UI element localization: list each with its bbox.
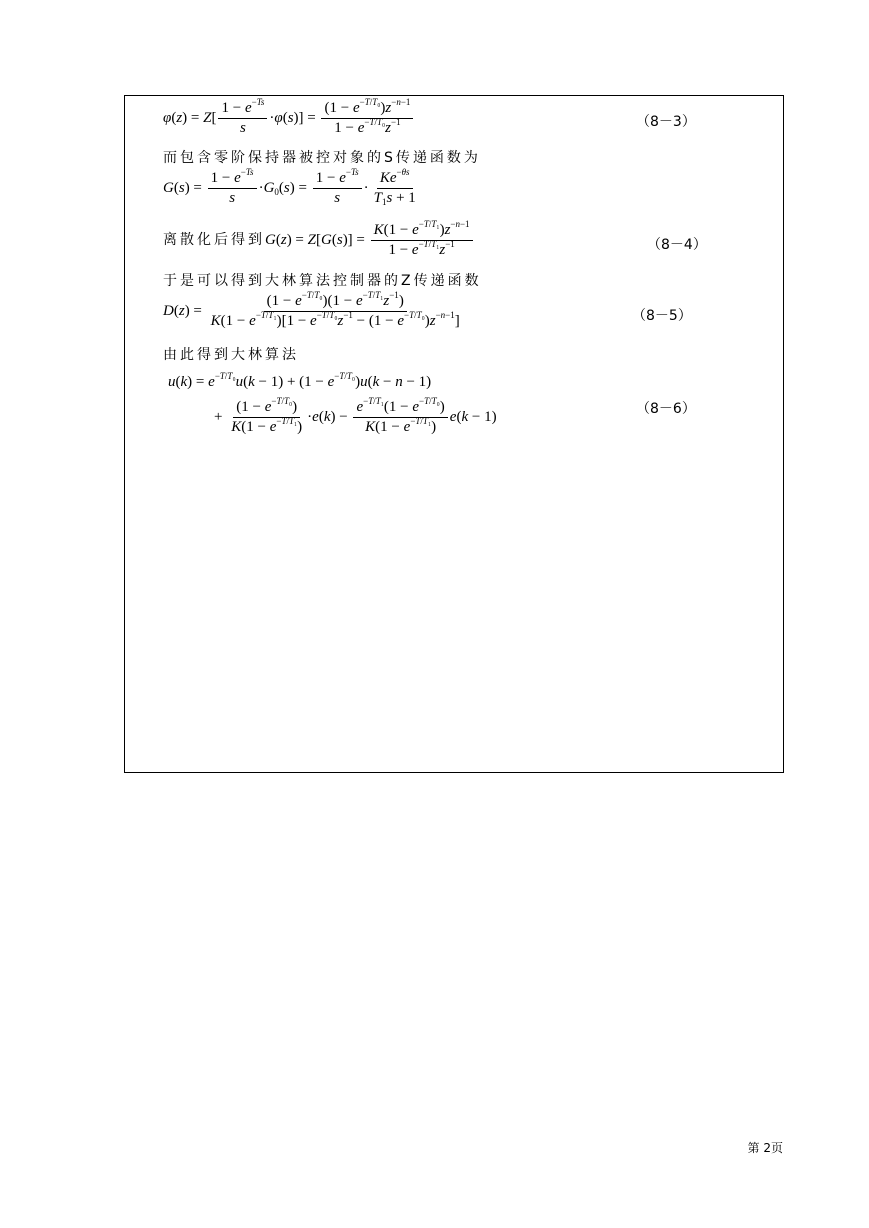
equation-8-4: 离散化后得到G(z) = Z[G(s)] = $\frac{K(1 - e^{-T/T_1})z^{-n-1}}{1 - e^{-T/T_1}z^{-1}}$ xyxy=(163,222,475,259)
equation-8-3: φ(z) = Z[ $\frac{1 - e^{-Ts}}{s}$ ·φ(s)] = $\frac{(1 - e^{-T/T_0})z^{-n-1}}{1 - e^{-T/T_0}z^{-1}}$ xyxy=(163,100,415,137)
equation-number-8-6: （8－6） xyxy=(636,401,696,417)
text-dalin-algorithm: 由此得到大林算法 xyxy=(163,347,299,363)
equation-g-s: G(s) = $\frac{1 - e^{-Ts}}{s}$ $\cdot G_0(s)$ = $\frac{1 - e^{-Ts}}{s}$ · $\frac{Ke^{-\theta s}}{T_1s + 1}$ xyxy=(163,167,416,207)
text-s-transfer-function: 而包含零阶保持器被控对象的S传递函数为 xyxy=(163,150,481,166)
text-z-transfer-function: 于是可以得到大林算法控制器的Z传递函数 xyxy=(163,273,482,289)
equation-8-6-line-2: + $\frac{(1 - e^{-T/T_0})}{K(1 - e^{-T/T_1})}$ ·e(k) − $\frac{e^{-T/T_1}(1 - e^{-T/T_0})}{K(1 - e^{-T/T_1})}$ e(k − 1) xyxy=(214,396,497,435)
equation-8-5: D(z) = $\frac{(1 - e^{-T/T_0})(1 - e^{-T/T_1}z^{-1})}{K(1 - e^{-T/T_1})[1 - e^{-T/T_0}z^{-1} - (1 - e^{-T/T_0})z^{-n-1}]}$ xyxy=(163,290,460,329)
page-number: 第 2页 xyxy=(747,1141,783,1155)
equation-number-8-3: （8－3） xyxy=(636,114,696,130)
equation-8-6-line-1: $u(k) = e^{-T/T_0}u(k - 1) + (1 - e^{-T/T_0})u(k - n - 1)$ xyxy=(168,371,432,390)
text-discretized: 离散化后得到 xyxy=(163,231,265,248)
equation-number-8-4: （8－4） xyxy=(647,237,707,253)
equation-number-8-5: （8－5） xyxy=(632,308,692,324)
